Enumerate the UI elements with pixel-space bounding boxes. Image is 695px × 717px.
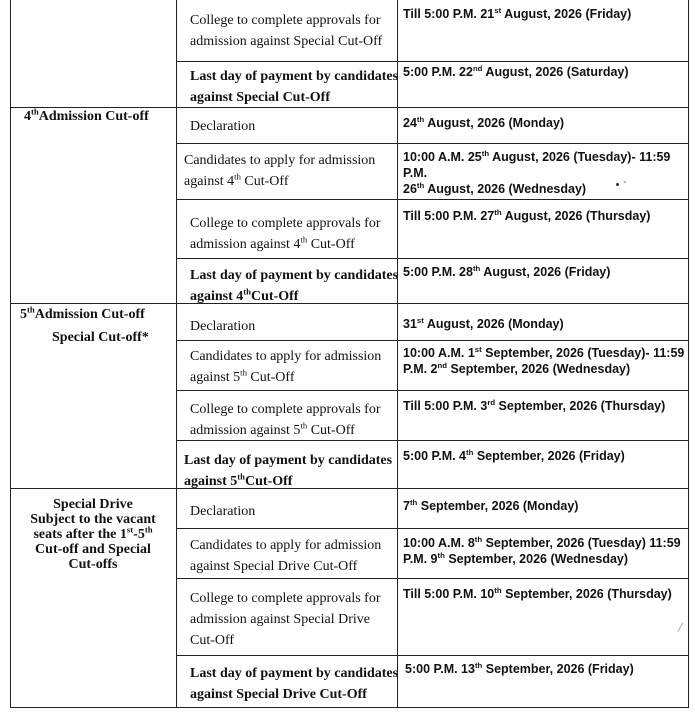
special-drive-note-3: Cut-off and Special	[35, 542, 151, 557]
activity-cell: College to complete approvals for admission against 4th Cut-Off	[190, 216, 381, 252]
activity-cell: Last day of payment by candidates against 4thCut-Off	[190, 268, 399, 304]
date-cell: 10:00 A.M. 8th September, 2026 (Tuesday) 11:59 P.M. 9th September, 2026 (Wednesday)	[403, 534, 681, 566]
activity-cell: Last day of payment by candidates against Special Drive Cut-Off	[190, 666, 399, 702]
row-divider	[176, 578, 689, 579]
special-drive-note-1: Subject to the vacant	[30, 512, 156, 527]
date-cell: 7th September, 2026 (Monday)	[403, 497, 579, 513]
activity-cell: College to complete approvals for admission against 5th Cut-Off	[190, 402, 381, 438]
date-cell: 5:00 P.M. 22nd August, 2026 (Saturday)	[403, 63, 629, 79]
scan-speck	[624, 181, 626, 183]
activity-cell: Declaration	[190, 504, 256, 519]
date-cell: 5:00 P.M. 4th September, 2026 (Friday)	[403, 447, 625, 463]
row-divider	[176, 258, 689, 259]
row-divider	[176, 655, 689, 656]
row-divider	[176, 340, 689, 341]
date-cell: 10:00 A.M. 1st September, 2026 (Tuesday)- 11:59 P.M. 2nd September, 2026 (Wednesday)	[403, 344, 685, 376]
group-label-special-drive	[10, 497, 176, 572]
special-drive-note-2: seats after the 1st-5th	[33, 524, 153, 542]
table-border-bottom	[10, 707, 689, 708]
date-cell: Till 5:00 P.M. 21st August, 2026 (Friday)	[403, 5, 632, 21]
scan-speck	[616, 183, 619, 186]
row-divider	[176, 528, 689, 529]
row-divider	[176, 199, 689, 200]
date-cell: 5:00 P.M. 13th September, 2026 (Friday)	[405, 660, 634, 676]
date-cell: Till 5:00 P.M. 3rd September, 2026 (Thursday)	[403, 397, 666, 413]
date-cell: Till 5:00 P.M. 10th September, 2026 (Thursday)	[403, 585, 672, 601]
activity-cell: College to complete approvals for admission against Special Drive Cut-Off	[190, 591, 381, 648]
activity-cell: Last day of payment by candidates against Special Cut-Off	[190, 69, 399, 105]
activity-cell: Candidates to apply for admission against Special Drive Cut-Off	[190, 538, 382, 574]
date-cell: 31st August, 2026 (Monday)	[403, 315, 564, 331]
special-drive-title: Special Drive	[53, 497, 133, 512]
date-cell: 5:00 P.M. 28th August, 2026 (Friday)	[403, 263, 611, 279]
date-cell: 10:00 A.M. 25th August, 2026 (Tuesday)- 11:59 P.M. 26th August, 2026 (Wednesday)	[403, 148, 671, 196]
date-cell: Till 5:00 P.M. 27th August, 2026 (Thursday)	[403, 207, 651, 223]
date-cell: 24th August, 2026 (Monday)	[403, 114, 565, 130]
activity-cell: Candidates to apply for admission against 4th Cut-Off	[184, 153, 376, 189]
group-label-5th-cutoff: 5thAdmission Cut-off	[20, 304, 145, 322]
row-divider	[176, 61, 689, 62]
activity-cell: Candidates to apply for admission against 5th Cut-Off	[190, 349, 382, 385]
special-drive-note-4: Cut-offs	[68, 557, 118, 572]
activity-cell: Last day of payment by candidates against 5thCut-Off	[184, 453, 393, 489]
group-label-special-cutoff: Special Cut-off*	[52, 330, 149, 345]
group-label-4th-cutoff: 4thAdmission Cut-off	[24, 106, 149, 124]
activity-cell: College to complete approvals for admission against Special Cut-Off	[190, 13, 383, 49]
row-divider	[176, 143, 689, 144]
row-divider	[176, 390, 689, 391]
activity-cell: Declaration	[190, 319, 256, 334]
scan-mark	[678, 622, 684, 631]
activity-cell: Declaration	[190, 119, 256, 134]
